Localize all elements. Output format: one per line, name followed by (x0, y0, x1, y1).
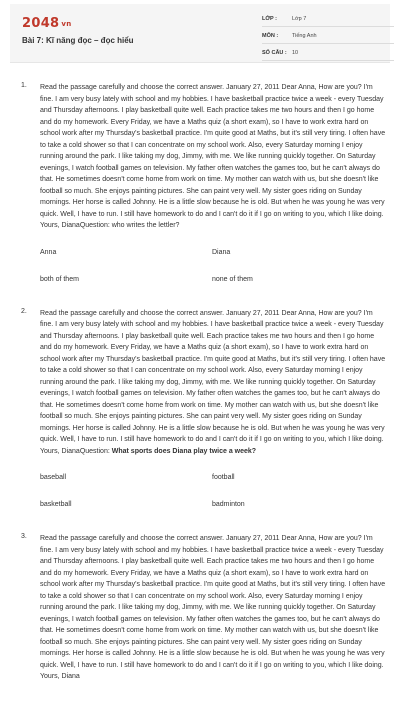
passage-text: Read the passage carefully and choose the correct answer. January 27, 2011 Dear Anna, How are you? I'm fine. I am very busy lately with school and my hobbies. I have basketball practice twice a week - every Tuesday and Thursday afternoons. I play basketball quite well. Each practice takes me two hours and then I go home and do my homework. Every Friday, we have a Maths quiz (a short exam), so I have to work extra hard on school work after my Thursday's basketball practice. I'm quite good at Maths, but it's still very tiring. I often have to take a cold shower so that I can concentrate on my school work. Also, every Saturday morning I enjoy running around the park. I like taking my dog, Jimmy, with me. We like running quickly together. On Saturday evenings, I watch football games on television. My father often watches the games too, but he can't always do that. He sometimes doesn't come home from work on time. My mother can watch with us, but she doesn't like football so much. She enjoys painting pictures. She can paint very well. My sister goes riding on Sunday mornings. Her horse is called Johnny. He is a little slow because he is old. But when he was young he was very quick. Well, I have to run. I still have homework to do and I can't do it if I go on writing to you, which I like doing. Yours, Diana (40, 309, 386, 455)
answer-option[interactable]: football (212, 474, 235, 481)
question-item (0, 82, 400, 286)
worksheet-header (10, 4, 390, 63)
answer-option[interactable]: both of them (40, 275, 79, 283)
question-prefix: Question: (79, 447, 112, 455)
meta-label: LỚP : (262, 16, 277, 22)
answer-option[interactable]: none of them (212, 275, 253, 283)
question-number: 3. (21, 533, 27, 540)
question-prompt: Question: who writes the lettler? (79, 222, 180, 229)
question-list (0, 82, 400, 705)
meta-value: Tiếng Anh (292, 33, 317, 39)
meta-row-count (262, 46, 394, 61)
answer-options (40, 474, 386, 511)
site-logo[interactable]: 2048 vn (22, 16, 72, 31)
question-item (0, 533, 400, 683)
answer-option[interactable]: Anna (40, 248, 57, 256)
question-text (40, 82, 386, 232)
question-item (0, 308, 400, 512)
meta-value: Lớp 7 (292, 16, 307, 22)
lesson-title: Bài 7: Kĩ năng đọc – đọc hiểu (22, 36, 134, 45)
answer-option[interactable]: Diana (212, 248, 231, 256)
question-text (40, 308, 386, 458)
passage-text: Read the passage carefully and choose the correct answer. January 27, 2011 Dear Anna, How are you? I'm fine. I am very busy lately with school and my hobbies. I have basketball practice twice a week - every Tuesday and Thursday afternoons. I play basketball quite well. Each practice takes me two hours and then I go home and do my homework. Every Friday, we have a Maths quiz (a short exam), so I have to work extra hard on school work after my Thursday's basketball practice. I'm quite good at Maths, but it's still very tiring. I often have to take a cold shower so that I can concentrate on my school work. Also, every Saturday morning I enjoy running around the park. I like taking my dog, Jimmy, with me. We like running quickly together. On Saturday evenings, I watch football games on television. My father often watches the games too, but he can't always do that. He sometimes doesn't come home from work on time. My mother can watch with us, but she doesn't like football so much. She enjoys painting pictures. She can paint very well. My sister goes riding on Sunday mornings. Her horse is called Johnny. He is a little slow because he is old. But when he was young he was very quick. Well, I have to run. I still have homework to do and I can't do it if I go on writing to you, which I like doing. Yours, Diana (40, 535, 386, 680)
meta-label: SỐ CÂU : (262, 50, 287, 56)
answer-option[interactable]: badminton (212, 501, 245, 508)
worksheet-meta (262, 12, 394, 63)
answer-option[interactable]: basketball (40, 501, 72, 508)
meta-row-subject (262, 29, 394, 44)
question-number: 2. (21, 307, 27, 315)
meta-row-class (262, 12, 394, 27)
question-text (40, 533, 386, 683)
question-prompt: What sports does Diana play twice a week? (111, 447, 257, 455)
answer-option[interactable]: baseball (40, 474, 67, 481)
answer-options (40, 249, 386, 286)
meta-label: MÔN : (262, 33, 279, 39)
question-number: 1. (21, 82, 27, 89)
meta-value: 10 (292, 50, 299, 56)
passage-text: Read the passage carefully and choose the correct answer. January 27, 2011 Dear Anna, How are you? I'm fine. I am very busy lately with school and my hobbies. I have basketball practice twice a week - every Tuesday and Thursday afternoons. I play basketball quite well. Each practice takes me two hours and then I go home and do my homework. Every Friday, we have a Maths quiz (a short exam), so I have to work extra hard on school work after my Thursday's basketball practice. I'm quite good at Maths, but it's still very tiring. I often have to take a cold shower so that I can concentrate on my school work. Also, every Saturday morning I enjoy running around the park. I like taking my dog, Jimmy, with me. We like running quickly together. On Saturday evenings, I watch football games on television. My father often watches the games too, but he can't always do that. He sometimes doesn't come home from work on time. My mother can watch with us, but she doesn't like football so much. She enjoys painting pictures. She can paint very well. My sister goes riding on Sunday mornings. Her horse is called Johnny. He is a little slow because he is old. But when he was young he was very quick. Well, I have to run. I still have homework to do and I can't do it if I go on writing to you, which I like doing. Yours, Diana (40, 84, 386, 229)
